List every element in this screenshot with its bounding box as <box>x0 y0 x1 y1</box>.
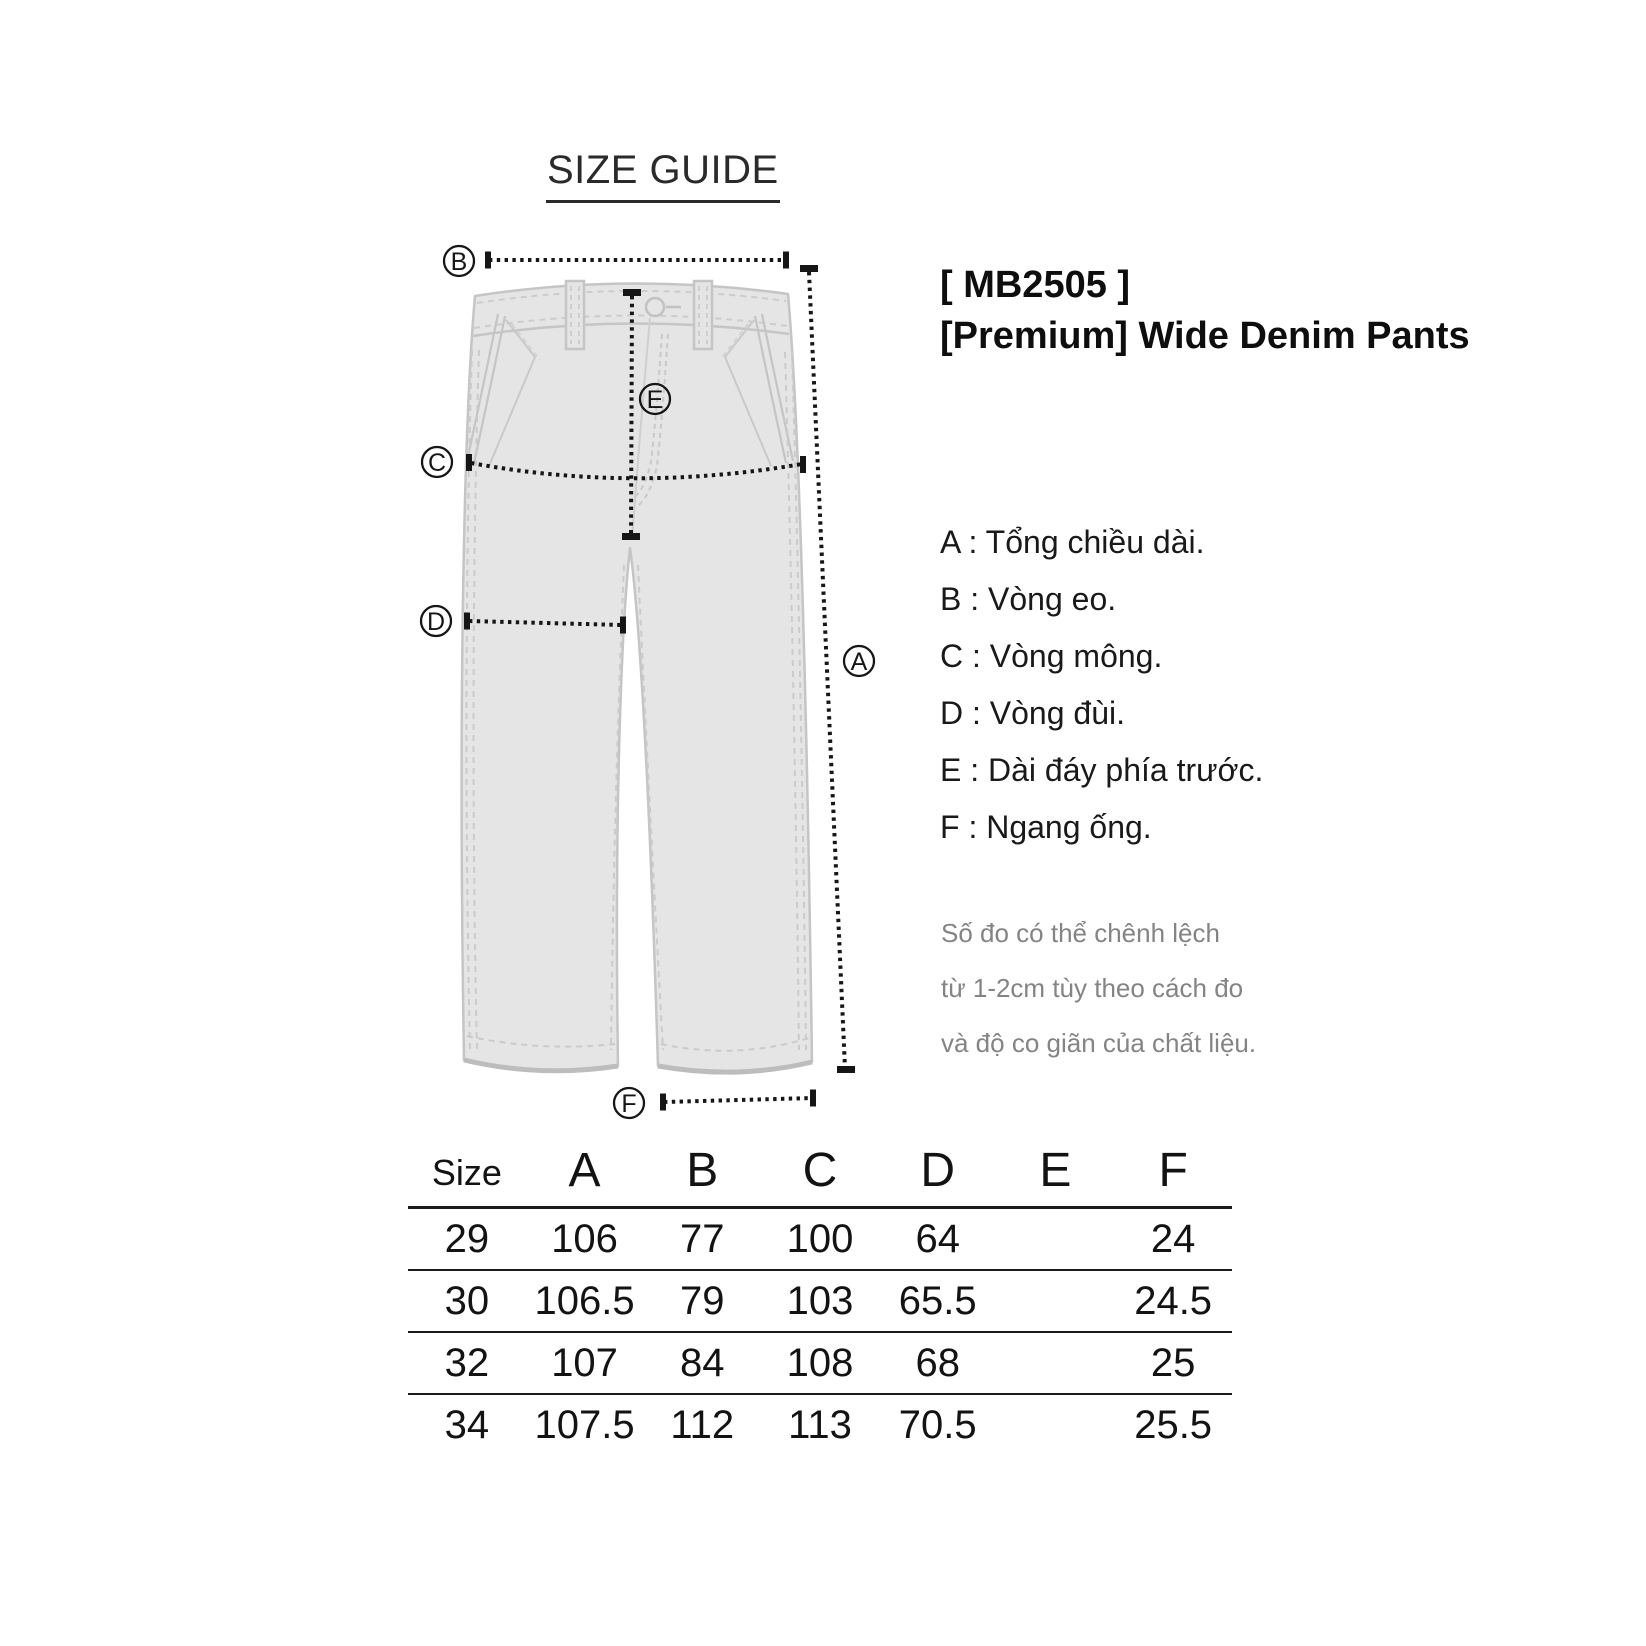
cell-a: 106 <box>551 1216 618 1261</box>
legend-item-f: F : Ngang ống. <box>940 809 1152 845</box>
cell-d: 65.5 <box>898 1278 977 1323</box>
size-table-header <box>408 1134 1232 1209</box>
cell-c: 108 <box>786 1340 854 1385</box>
column-header-d: D <box>920 1144 956 1197</box>
cell-a: 107.5 <box>534 1402 635 1447</box>
measurement-note <box>941 906 1256 1071</box>
measure-line-f <box>614 1088 816 1118</box>
column-header-b: B <box>686 1144 719 1197</box>
legend-item-e: E : Dài đáy phía trước. <box>940 752 1264 788</box>
cell-f: 25.5 <box>1134 1402 1213 1447</box>
cell-size: 29 <box>444 1216 490 1261</box>
size-table <box>408 1134 1232 1455</box>
measure-line-b <box>444 246 789 276</box>
product-info <box>940 260 1470 362</box>
measurement-legend <box>940 514 1263 856</box>
marker-a: A <box>850 648 868 676</box>
marker-f: F <box>621 1090 637 1118</box>
cell-b: 79 <box>680 1278 725 1323</box>
legend-item-c: C : Vòng mông. <box>940 638 1163 674</box>
column-header-a: A <box>568 1144 601 1197</box>
table-row <box>408 1271 1232 1333</box>
cell-f: 25 <box>1150 1340 1196 1385</box>
cell-b: 84 <box>680 1340 725 1385</box>
table-row <box>408 1333 1232 1395</box>
marker-b: B <box>450 248 468 276</box>
cell-d: 64 <box>915 1216 960 1261</box>
marker-e: E <box>646 386 664 414</box>
column-header-c: C <box>802 1144 838 1197</box>
note-line: Số đo có thể chênh lệch <box>941 918 1220 948</box>
legend-item-b: B : Vòng eo. <box>940 581 1117 617</box>
marker-d: D <box>426 608 446 636</box>
cell-size: 34 <box>444 1402 490 1447</box>
cell-c: 103 <box>786 1278 854 1323</box>
legend-item-d: D : Vòng đùi. <box>940 695 1125 731</box>
note-line: và độ co giãn của chất liệu. <box>941 1028 1257 1058</box>
cell-d: 68 <box>915 1340 960 1385</box>
cell-f: 24 <box>1150 1216 1196 1261</box>
cell-c: 113 <box>788 1402 852 1447</box>
cell-b: 112 <box>670 1402 735 1447</box>
button-icon <box>646 298 664 316</box>
cell-size: 30 <box>444 1278 490 1323</box>
cell-a: 106.5 <box>534 1278 635 1323</box>
legend-item-a: A : Tổng chiều dài. <box>940 524 1205 560</box>
cell-size: 32 <box>444 1340 490 1385</box>
cell-a: 107 <box>551 1340 618 1385</box>
belt-loop <box>566 281 584 349</box>
product-name: [Premium] Wide Denim Pants <box>940 315 1470 357</box>
marker-c: C <box>427 449 447 477</box>
note-line: từ 1-2cm tùy theo cách đo <box>941 973 1244 1003</box>
table-row <box>408 1209 1232 1271</box>
column-header-e: E <box>1039 1144 1072 1197</box>
product-code: [ MB2505 ] <box>940 264 1131 306</box>
cell-c: 100 <box>786 1216 854 1261</box>
pants-outline <box>462 283 812 1072</box>
page-title: SIZE GUIDE <box>546 148 780 203</box>
cell-f: 24.5 <box>1134 1278 1213 1323</box>
column-header-f: F <box>1158 1144 1188 1197</box>
cell-d: 70.5 <box>898 1402 977 1447</box>
belt-loop <box>694 281 712 349</box>
cell-b: 77 <box>680 1216 725 1261</box>
column-header-size: Size <box>431 1152 502 1193</box>
table-row <box>408 1395 1232 1455</box>
